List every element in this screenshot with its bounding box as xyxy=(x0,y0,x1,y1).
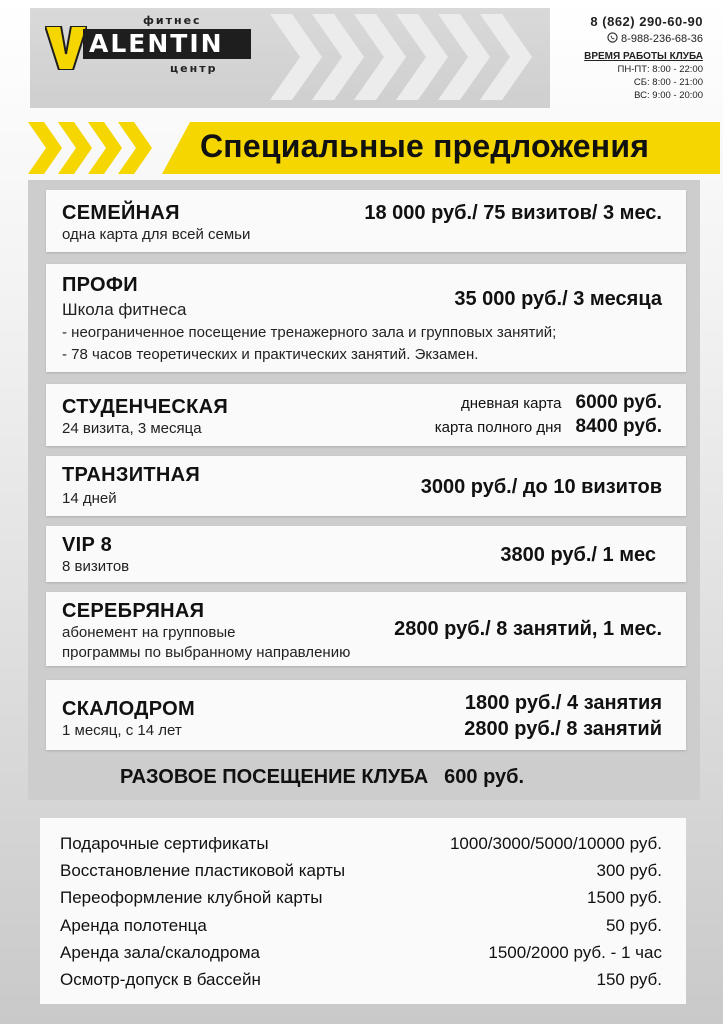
contacts-block xyxy=(584,14,703,101)
page-title: Специальные предложения xyxy=(200,128,650,164)
offer-card-student xyxy=(46,384,686,446)
hours-title: ВРЕМЯ РАБОТЫ КЛУБА xyxy=(584,51,703,62)
offer-subtitle-2: программы по выбранному направлению xyxy=(62,644,351,661)
service-price: 1500/2000 руб. - 1 час xyxy=(488,943,662,962)
offer-subtitle: абонемент на групповые xyxy=(62,624,236,641)
logo-main-text: ALENTIN xyxy=(83,29,251,59)
title-banner xyxy=(22,122,712,174)
service-row xyxy=(60,916,662,938)
offer-price-line xyxy=(435,416,662,438)
offer-name: СЕМЕЙНАЯ xyxy=(62,202,180,224)
chevron-decoration-icon xyxy=(270,14,540,100)
offer-name: ТРАНЗИТНАЯ xyxy=(62,464,201,486)
club-logo xyxy=(45,14,255,94)
single-visit-price: 600 руб. xyxy=(444,766,525,788)
service-row xyxy=(60,861,662,883)
service-label: Восстановление пластиковой карты xyxy=(60,861,346,880)
offer-price: 18 000 руб./ 75 визитов/ 3 мес. xyxy=(364,202,662,224)
logo-v-icon xyxy=(45,26,87,70)
offer-note: - 78 часов теоретических и практических занятий. Экзамен. xyxy=(62,346,479,363)
phone-whatsapp-text: 8-988-236-68-36 xyxy=(621,33,703,45)
service-price: 50 руб. xyxy=(605,916,662,935)
service-price: 150 руб. xyxy=(596,970,662,989)
hours-weekdays: ПН-ПТ: 8:00 - 22:00 xyxy=(617,64,703,75)
offer-price: 1800 руб./ 4 занятия xyxy=(464,692,662,714)
yellow-chevrons-icon xyxy=(22,122,182,174)
offer-price: 2800 руб./ 8 занятий, 1 мес. xyxy=(394,618,662,640)
offer-subtitle: Школа фитнеса xyxy=(62,300,187,319)
offer-card-family xyxy=(46,190,686,252)
offer-name: СТУДЕНЧЕСКАЯ xyxy=(62,396,229,418)
offer-card-silver xyxy=(46,592,686,666)
price-value: 6000 руб. xyxy=(575,392,662,413)
offer-name: VIP 8 xyxy=(62,534,113,556)
single-visit xyxy=(120,766,524,789)
price-label: дневная карта xyxy=(460,395,562,412)
service-price: 1500 руб. xyxy=(587,888,662,907)
offer-card-vip xyxy=(46,526,686,582)
offer-price: 3000 руб./ до 10 визитов xyxy=(420,476,662,498)
offer-price: 35 000 руб./ 3 месяца xyxy=(454,288,662,310)
service-label: Переоформление клубной карты xyxy=(60,888,323,907)
offer-price: 3800 руб./ 1 мес xyxy=(500,544,656,566)
offer-card-transit xyxy=(46,456,686,516)
service-row xyxy=(60,943,662,965)
service-label: Аренда полотенца xyxy=(60,916,207,935)
price-label: карта полного дня xyxy=(434,419,562,436)
offer-name: СКАЛОДРОМ xyxy=(62,698,195,720)
offer-card-climbing xyxy=(46,680,686,750)
offer-subtitle: 14 дней xyxy=(62,490,117,507)
phone-whatsapp[interactable] xyxy=(584,32,703,45)
offer-name: ПРОФИ xyxy=(62,274,138,296)
service-label: Осмотр-допуск в бассейн xyxy=(60,970,261,989)
phone-main[interactable]: 8 (862) 290-60-90 xyxy=(590,14,703,29)
service-label: Подарочные сертификаты xyxy=(60,834,269,853)
logo-bottom-text: центр xyxy=(170,62,218,75)
offer-price-line xyxy=(461,392,662,414)
logo-top-text: фитнес xyxy=(143,14,202,27)
hours-saturday: СБ: 8:00 - 21:00 xyxy=(633,77,703,88)
offer-subtitle: одна карта для всей семьи xyxy=(62,226,251,243)
service-label: Аренда зала/скалодрома xyxy=(60,943,261,962)
offer-price-2: 2800 руб./ 8 занятий xyxy=(464,718,662,740)
whatsapp-icon xyxy=(607,32,618,43)
offer-card-profi xyxy=(46,264,686,372)
services-list xyxy=(40,818,686,1004)
service-price: 300 руб. xyxy=(596,861,662,880)
offer-subtitle: 24 визита, 3 месяца xyxy=(62,420,202,437)
service-price: 1000/3000/5000/10000 руб. xyxy=(449,834,662,853)
offer-subtitle: 8 визитов xyxy=(62,558,130,575)
offer-subtitle: 1 месяц, с 14 лет xyxy=(62,722,182,739)
offer-note: - неограниченное посещение тренажерного зала и групповых занятий; xyxy=(62,324,557,341)
price-value: 8400 руб. xyxy=(575,416,662,437)
offer-name: СЕРЕБРЯНАЯ xyxy=(62,600,205,622)
service-row xyxy=(60,888,662,910)
hours-sunday: ВС: 9:00 - 20:00 xyxy=(634,90,703,101)
service-row xyxy=(60,834,662,856)
single-visit-label: РАЗОВОЕ ПОСЕЩЕНИЕ КЛУБА xyxy=(120,766,429,788)
service-row xyxy=(60,970,662,992)
